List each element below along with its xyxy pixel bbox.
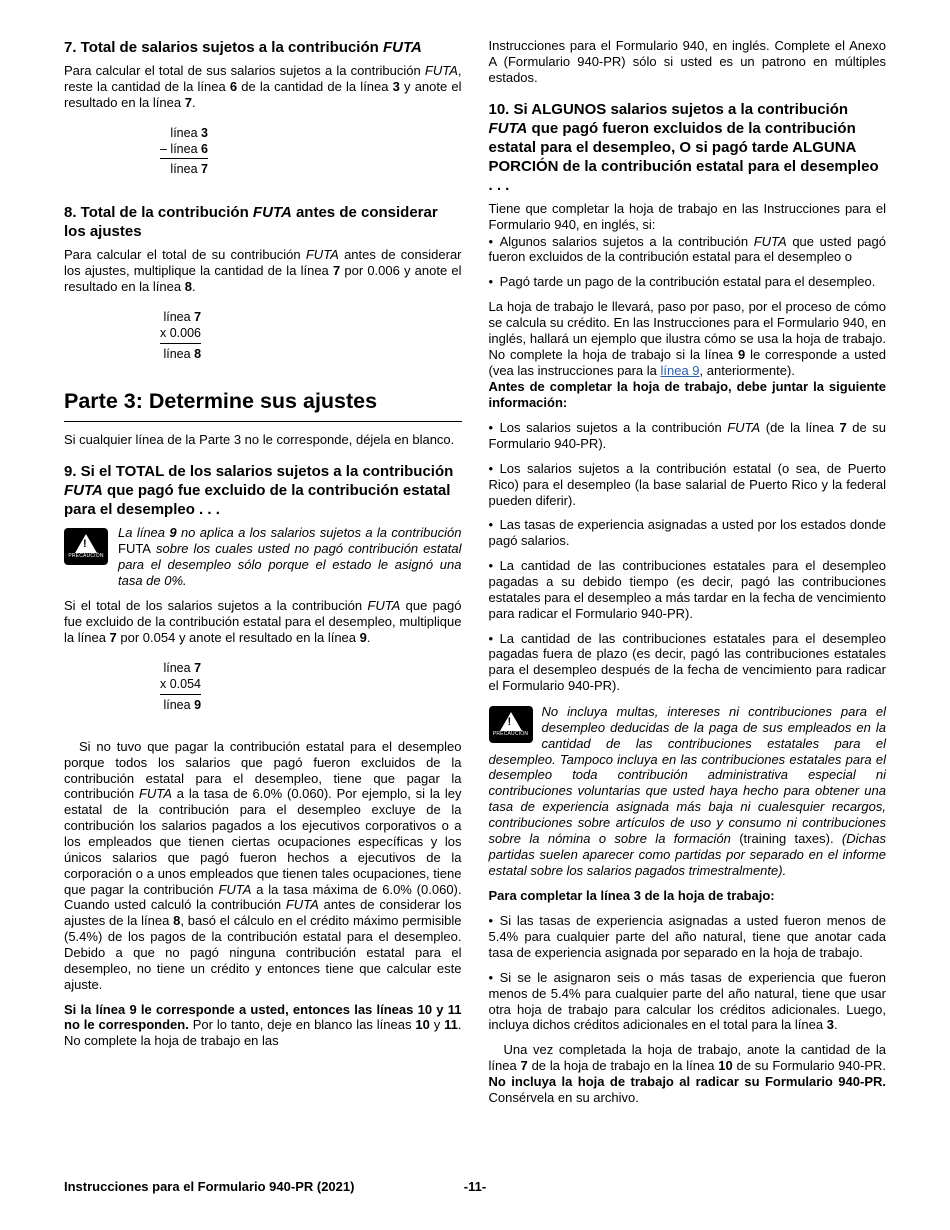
line-3-heading: Para completar la línea 3 de la hoja de trabajo: (488, 888, 775, 904)
inline-link[interactable]: línea 9 (660, 362, 700, 378)
calc-result: línea 9 (163, 697, 202, 712)
caution-icon (64, 528, 108, 565)
final-paragraph: Una vez completada la hoja de trabajo, anote la cantidad de la línea 7 de la hoja de trabajo en la línea 10 de su Formulario 940-PR. No incluya la hoja de trabajo al radicar su Formulario 940-PR. Consérvela en su archivo. (488, 1042, 886, 1105)
list-item: • Algunos salarios sujetos a la contribución FUTA que usted pagó fueron excluidos de la contribución estatal para el desempleo o (489, 234, 887, 266)
line-7-calculation (160, 125, 208, 178)
caution-note (64, 525, 462, 588)
calc-result: línea 7 (170, 162, 208, 177)
section-9-paragraph: Si el total de los salarios sujetos a la contribución FUTA que pagó fue excluido de la contribución estatal para el desempleo, multiplique la línea 7 por 0.054 y anote el resultado en la línea 9. (64, 598, 462, 646)
calc-operator-line: x 0.054 (160, 676, 201, 694)
calc-operand: línea 3 (170, 125, 208, 140)
left-column (64, 38, 462, 1115)
line-9-calculation (160, 660, 201, 713)
caution-icon-label: PRECAUCIÓN (68, 553, 104, 560)
exclamation-glyph: ! (83, 538, 87, 551)
list-item: • Pagó tarde un pago de la contribución estatal para el desempleo. (489, 274, 887, 290)
gather-info-heading: Antes de completar la hoja de trabajo, debe juntar la siguiente información: (488, 379, 886, 411)
line-8-calculation (160, 309, 201, 362)
section-9-explanation: Si no tuvo que pagar la contribución estatal para el desempleo porque todos los salarios que pagó fueron excluidos de la contribución estatal para el desempleo, tiene que pagar la contribución FUTA a la tasa de 6.0% (0.060). Por ejemplo, si la ley estatal de la contribución para el desempleo excluye de la contribución los salarios pagados a los ejecutivos corporativos o a los empleados que tienen ciertas ocupaciones específicas y los únicos salarios que pagó fueron hechos a ejecutivos de la corporación o a unos empleados que tienen tales ocupaciones, tiene que pagar la contribución FUTA a la tasa máxima de 6.0% (0.060). Cuando usted calculó la contribución FUTA antes de considerar los ajustes de la línea 8, basó el cálculo en el crédito máximo permisible (5.4%) de los pagos de la contribución estatal para el desempleo. Debido a que no pagó ninguna contribución estatal para el desempleo, no tiene un crédito y entonces tiene que calcular este ajuste. (64, 738, 462, 992)
caution-note (489, 704, 887, 878)
list-item: • La cantidad de las contribuciones estatales para el desempleo pagadas fuera de plazo (es decir, pagó las contribuciones estatales para el desempleo después de la fecha de vencimiento para radicar el Formulario 940-PR). (489, 631, 887, 694)
list-item: • Los salarios sujetos a la contribución estatal (o sea, de Puerto Rico) para el desempleo (la base salarial de Puerto Rico y la federal pueden diferir). (489, 461, 887, 509)
list-item: • Las tasas de experiencia asignadas a usted por los estados donde pagó salarios. (489, 517, 887, 549)
two-column-layout (64, 38, 886, 1115)
worksheet-paragraph: La hoja de trabajo le llevará, paso por paso, por el proceso de cómo se calcula su crédito. En las Instrucciones para el Formulario 940, en inglés, hallará un ejemplo que ilustra cómo se usa la hoja de trabajo. No complete la hoja de trabajo si la línea 9 le corresponde a usted (vea las instrucciones para la línea 9, anteriormente). (488, 299, 886, 378)
list-item: • Si se le asignaron seis o más tasas de experiencia que fueron menos de 5.4% para cualquier parte del año natural, tiene que usar otra hoja de trabajo para calcular los créditos adicionales. Luego, incluya dichos créditos adicionales en el total para la línea 3. (489, 970, 887, 1033)
section-7-heading: 7. Total de salarios sujetos a la contribución FUTA (64, 39, 422, 56)
section-8-heading: 8. Total de la contribución FUTA antes de considerar los ajustes (64, 204, 438, 241)
section-8-paragraph: Para calcular el total de su contribución FUTA antes de considerar los ajustes, multiplique la cantidad de la línea 7 por 0.006 y anote el resultado en la línea 8. (64, 247, 462, 295)
page-number: -11- (463, 1179, 487, 1194)
caution-icon-label: PRECAUCIÓN (492, 731, 529, 738)
section-9-heading: 9. Si el TOTAL de los salarios sujetos a la contribución FUTA que pagó fue excluido de la contribución estatal para el desempleo . . . (64, 462, 454, 518)
calc-operator-line: – línea 6 (160, 141, 208, 159)
part-3-note: Si cualquier línea de la Parte 3 no le corresponde, déjela en blanco. (64, 432, 455, 448)
caution-icon (489, 706, 533, 743)
section-9-closing: Si la línea 9 le corresponde a usted, entonces las líneas 10 y 11 no le corresponden. Por lo tanto, deje en blanco las líneas 10 y 11. No complete la hoja de trabajo en las (64, 1001, 462, 1049)
calc-result: línea 8 (163, 346, 202, 361)
part-3-heading: Parte 3: Determine sus ajustes (64, 388, 462, 422)
caution-text: La línea 9 no aplica a los salarios sujetos a la contribución FUTA sobre los cuales usted no pagó contribución estatal para el desempleo sólo porque el estado le asignó una tasa de 0%. (118, 525, 462, 588)
section-7-paragraph: Para calcular el total de sus salarios sujetos a la contribución FUTA, reste la cantidad de la línea 6 de la cantidad de la línea 3 y anote el resultado en la línea 7. (64, 63, 462, 110)
warning-triangle-icon (500, 712, 522, 731)
section-10-heading: 10. Si ALGUNOS salarios sujetos a la contribución FUTA que pagó fueron excluidos de la contribución estatal para el desempleo, O si pagó tarde ALGUNA PORCIÓN de la contribución estatal para el desempleo . . . (488, 100, 879, 194)
list-item: • La cantidad de las contribuciones estatales para el desempleo pagadas a su debido tiempo (es decir, pagó las contribuciones estatales para el desempleo a más tardar en la fecha de vencimiento para radicar el Formulario 940-PR). (489, 558, 887, 621)
warning-triangle-icon (75, 534, 97, 553)
list-item: • Si las tasas de experiencia asignadas a usted fueron menos de 5.4% para cualquier parte del año natural, tiene que anotar cada tasa de experiencia asignada por separado en la hoja de trabajo. (489, 913, 887, 961)
calc-operand: línea 7 (163, 661, 202, 676)
page-footer (64, 1179, 886, 1194)
list-item: • Los salarios sujetos a la contribución FUTA (de la línea 7 de su Formulario 940-PR). (489, 420, 887, 452)
calc-operator-line: x 0.006 (160, 325, 201, 343)
caution-text: No incluya multas, intereses ni contribuciones para el desempleo deducidas de la paga de sus empleados en la cantidad de las contribuciones estatales para el desempleo. Tampoco incluya en las contribuciones estatales para el desempleo toda contribución administrativa especial ni contribuciones voluntarias que usted haya hecho para obtener una tasa de experiencia asignada más baja ni cualesquier recargos, contribuciones sobre artículos de uso y consumo ni contribuciones sobre la nómina o sobre la formación (training taxes). (Dichas partidas suelen aparecer como partidas por separado en el informe estatal sobre los salarios pagados trimestralmente). (488, 704, 886, 878)
calc-operand: línea 7 (163, 310, 202, 325)
footer-title: Instrucciones para el Formulario 940-PR (2021) (64, 1179, 355, 1194)
continued-paragraph: Instrucciones para el Formulario 940, en inglés. Complete el Anexo A (Formulario 940-PR) sólo si usted es un patrono en múltiples estados. (488, 38, 886, 85)
right-column (489, 38, 887, 1115)
exclamation-glyph: ! (507, 716, 512, 729)
section-10-intro: Tiene que completar la hoja de trabajo en las Instrucciones para el Formulario 940, en inglés, si: (488, 200, 886, 232)
